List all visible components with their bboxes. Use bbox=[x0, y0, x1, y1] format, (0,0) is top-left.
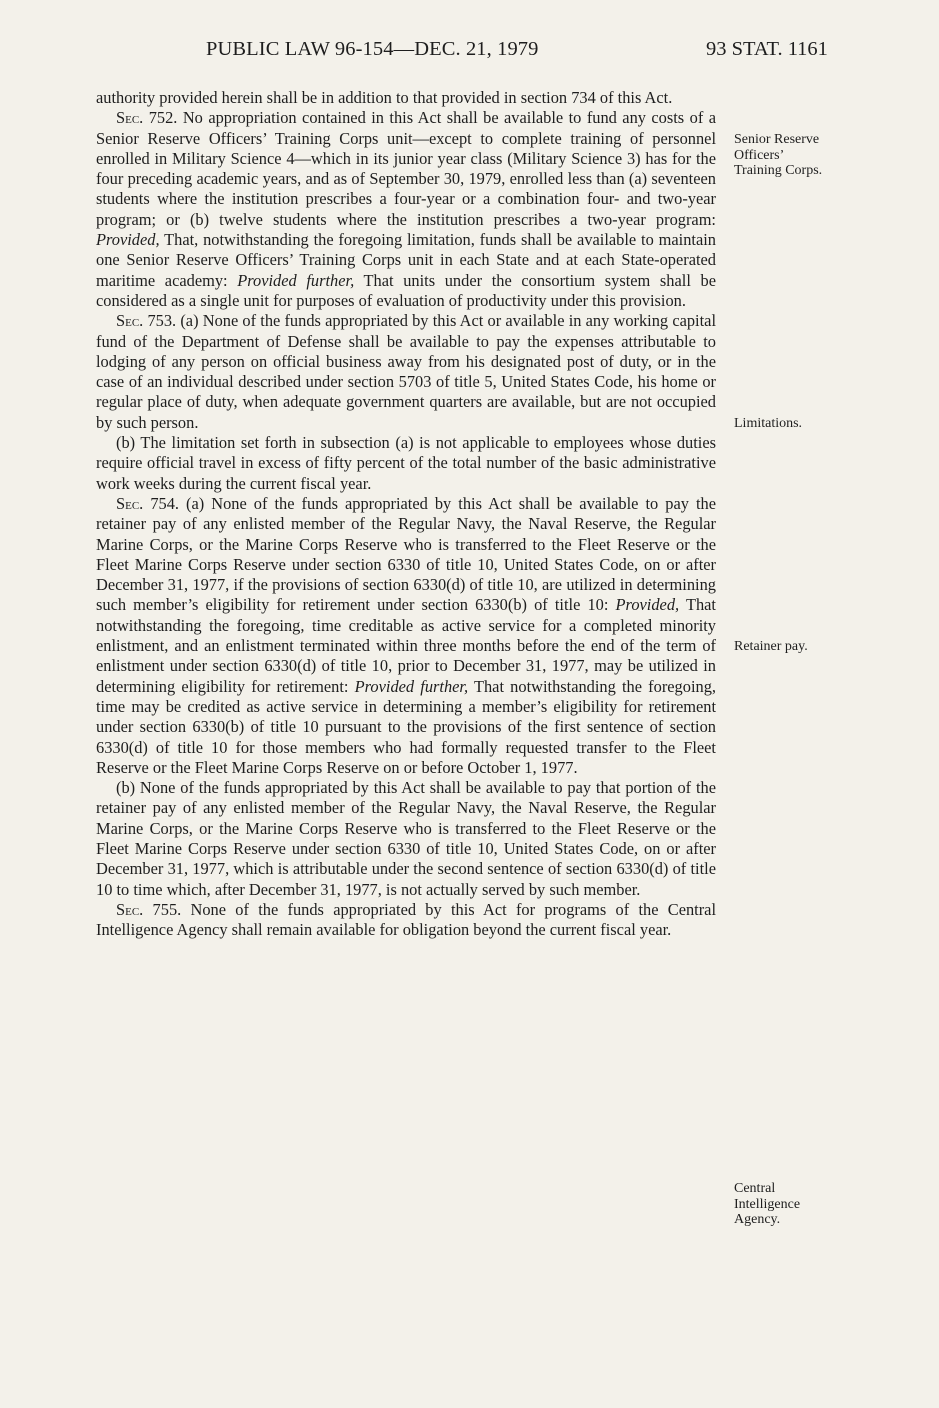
section-label: Sec. bbox=[116, 108, 144, 128]
proviso: Provided further, bbox=[237, 270, 355, 290]
section-label: Sec. bbox=[116, 311, 144, 331]
section-754-b: (b) None of the funds appropriated by this Act shall be available to pay that portion of the retainer pay of any enlisted member of the Regular Navy, the Naval Reserve, the Regular Marine Corps, or the Marine Corps Reserve who is transferred to the Fleet Reserve or the Fleet Marine Corps Reserve under section 6330 of title 10, United States Code, on or after December 31, 1977, which is attributable under the second sentence of section 6330(d) of title 10 to time which, after December 31, 1977, is not actually served by such member. bbox=[96, 778, 716, 899]
page-header bbox=[0, 38, 939, 68]
section-753-a: Sec. 753. (a) None of the funds appropriated by this Act or available in any working capital fund of the Department of Defense shall be available to pay the expenses attributable to lodging of any person on official business away from his designated post of duty, or in the case of an individual described under section 5703 of title 5, United States Code, his home or regular place of duty, when adequate government quarters are available, but are not occupied by such person. bbox=[96, 311, 716, 432]
proviso: Provided, bbox=[96, 230, 160, 250]
proviso: Provided further, bbox=[354, 676, 469, 696]
section-753-b: (b) The limitation set forth in subsection (a) is not applicable to employees whose duties require official travel in excess of fifty percent of the total number of the basic administrative work weeks during the current fiscal year. bbox=[96, 433, 716, 493]
margin-note-cia: Central Intelligence Agency. bbox=[734, 1181, 801, 1227]
statute-page-number: 93 STAT. 1161 bbox=[706, 38, 828, 60]
proviso: Provided, bbox=[615, 595, 680, 615]
section-752: Sec. 752. No appropriation contained in this Act shall be available to fund any costs of a Senior Reserve Officers’ Training Corps unit—except to complete training of personnel enrolled in Military Science 4—which in its junior year class (Military Science 3) has for the four preceding academic years, and as of September 30, 1979, enrolled less than (a) seventeen students where the institution prescribes a four-year or a combination four- and two-year program; or (b) twelve students where the institution prescribes a two-year program: Provided, That, notwithstanding the foregoing limitation, funds shall be available to maintain one Senior Reserve Officers’ Training Corps unit in each State and at each State-operated maritime academy: Provided further, That units under the consortium system shall be considered as a single unit for purposes of evaluation of productivity under this provision. bbox=[96, 108, 716, 310]
section-754-a: Sec. 754. (a) None of the funds appropriated by this Act shall be available to pay the retainer pay of any enlisted member of the Regular Navy, the Naval Reserve, the Regular Marine Corps, or the Marine Corps Reserve who is transferred to the Fleet Reserve or the Fleet Marine Corps Reserve under section 6330 of title 10, United States Code, on or after December 31, 1977, if the provisions of section 6330(d) of title 10, are utilized in determining such member’s eligibility for retirement under section 6330(b) of title 10: Provided, That notwithstanding the foregoing, time creditable as active service for a completed minority enlistment, and an enlistment terminated within three months before the end of the term of enlistment under section 6330(d) of title 10, prior to December 31, 1977, may be utilized in determining eligibility for retirement: Provided further, That notwithstanding the foregoing, time may be credited as active service in determining a member’s eligibility for retirement under section 6330(b) of title 10 pursuant to the provisions of the first sentence of section 6330(d) of title 10 for those members who had formally requested transfer to the Fleet Reserve or the Fleet Marine Corps Reserve on or before October 1, 1977. bbox=[96, 493, 716, 777]
margin-note-retainer-pay: Retainer pay. bbox=[734, 639, 808, 654]
margin-note-limitations: Limitations. bbox=[734, 416, 803, 431]
section-label: Sec. bbox=[116, 493, 144, 513]
paragraph-continuation: authority provided herein shall be in addition to that provided in section 734 of this Act. bbox=[96, 88, 673, 107]
section-label: Sec. bbox=[116, 899, 144, 919]
section-755: Sec. 755. None of the funds appropriated by this Act for programs of the Central Intelligence Agency shall remain available for obligation beyond the current fiscal year. bbox=[96, 899, 716, 940]
margin-note-senior-reserve: Senior Reserve Officers’ Training Corps. bbox=[734, 132, 823, 178]
running-title: PUBLIC LAW 96-154—DEC. 21, 1979 bbox=[206, 38, 539, 60]
body-text bbox=[96, 88, 716, 940]
